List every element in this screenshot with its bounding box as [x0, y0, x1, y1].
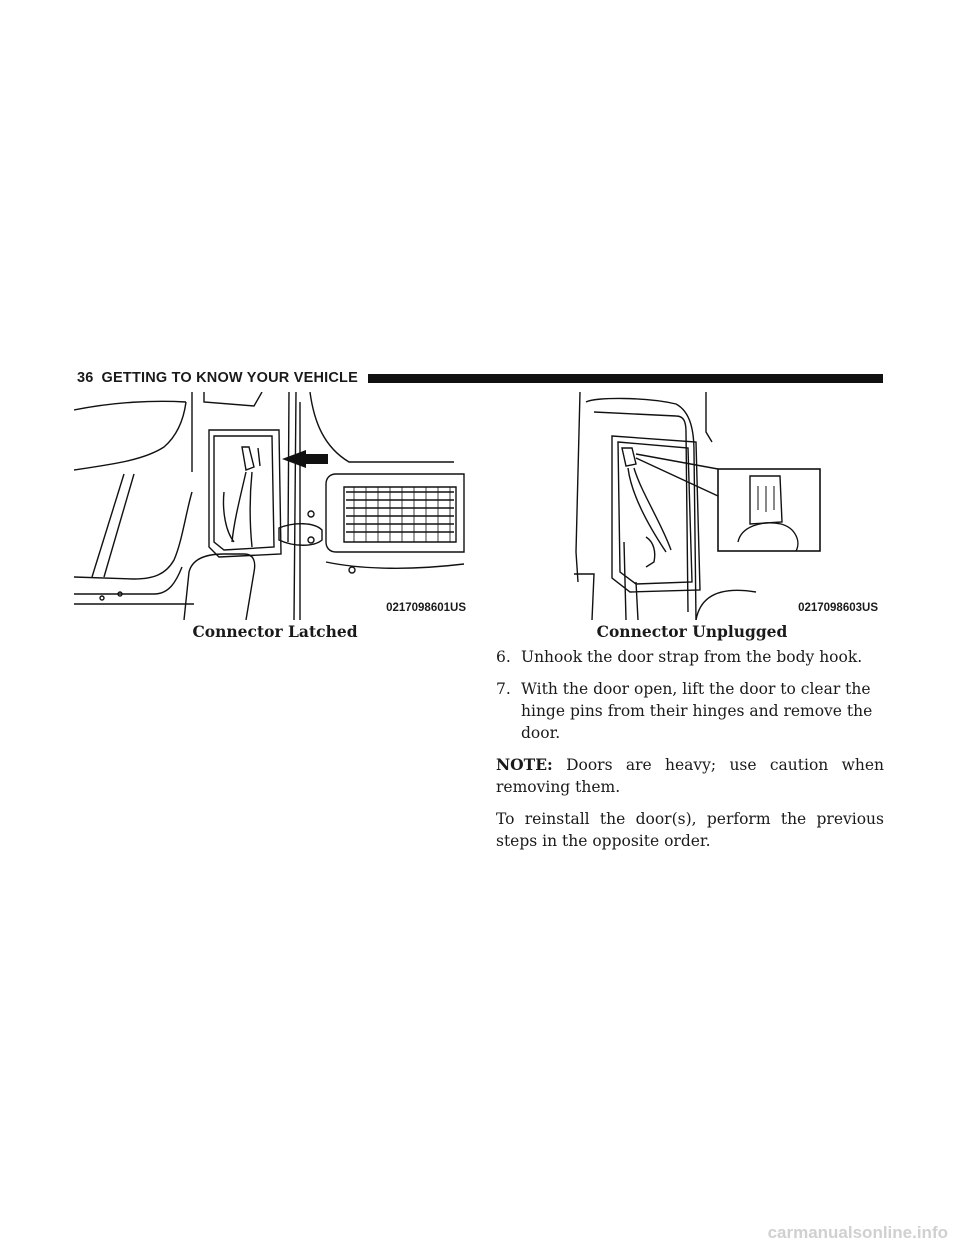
watermark — [0, 1223, 960, 1243]
figure-caption: Connector Unplugged — [596, 622, 788, 641]
step-item — [496, 646, 884, 668]
connector-latched-figure — [74, 392, 476, 620]
watermark-text: carmanualsonline.info — [767, 1223, 948, 1242]
step-number: 7. — [496, 680, 511, 698]
note-text: Doors are heavy; use caution when removing them. — [496, 756, 884, 796]
page-number: 36 — [77, 370, 94, 386]
connector-unplugged-illustration — [496, 392, 888, 620]
note-label: NOTE: — [496, 755, 553, 774]
step-item — [496, 678, 884, 744]
reinstall-paragraph: To reinstall the door(s), perform the previous steps in the opposite order. — [496, 810, 884, 850]
instruction-column — [496, 646, 884, 862]
figure-caption: Connector Latched — [192, 622, 358, 641]
figure-code: 0217098601US — [386, 602, 466, 614]
figure-code: 0217098603US — [798, 602, 878, 614]
page-header — [77, 368, 883, 388]
header-rule — [368, 374, 883, 383]
connector-inset — [718, 469, 820, 551]
section-title: GETTING TO KNOW YOUR VEHICLE — [101, 370, 358, 386]
note-paragraph — [496, 754, 884, 798]
connector-unplugged-figure — [496, 392, 888, 620]
connector-latched-illustration — [74, 392, 476, 620]
step-text: Unhook the door strap from the body hook. — [521, 648, 863, 666]
step-text: With the door open, lift the door to clear the hinge pins from their hinges and remove the door. — [521, 680, 873, 742]
step-number: 6. — [496, 648, 511, 666]
